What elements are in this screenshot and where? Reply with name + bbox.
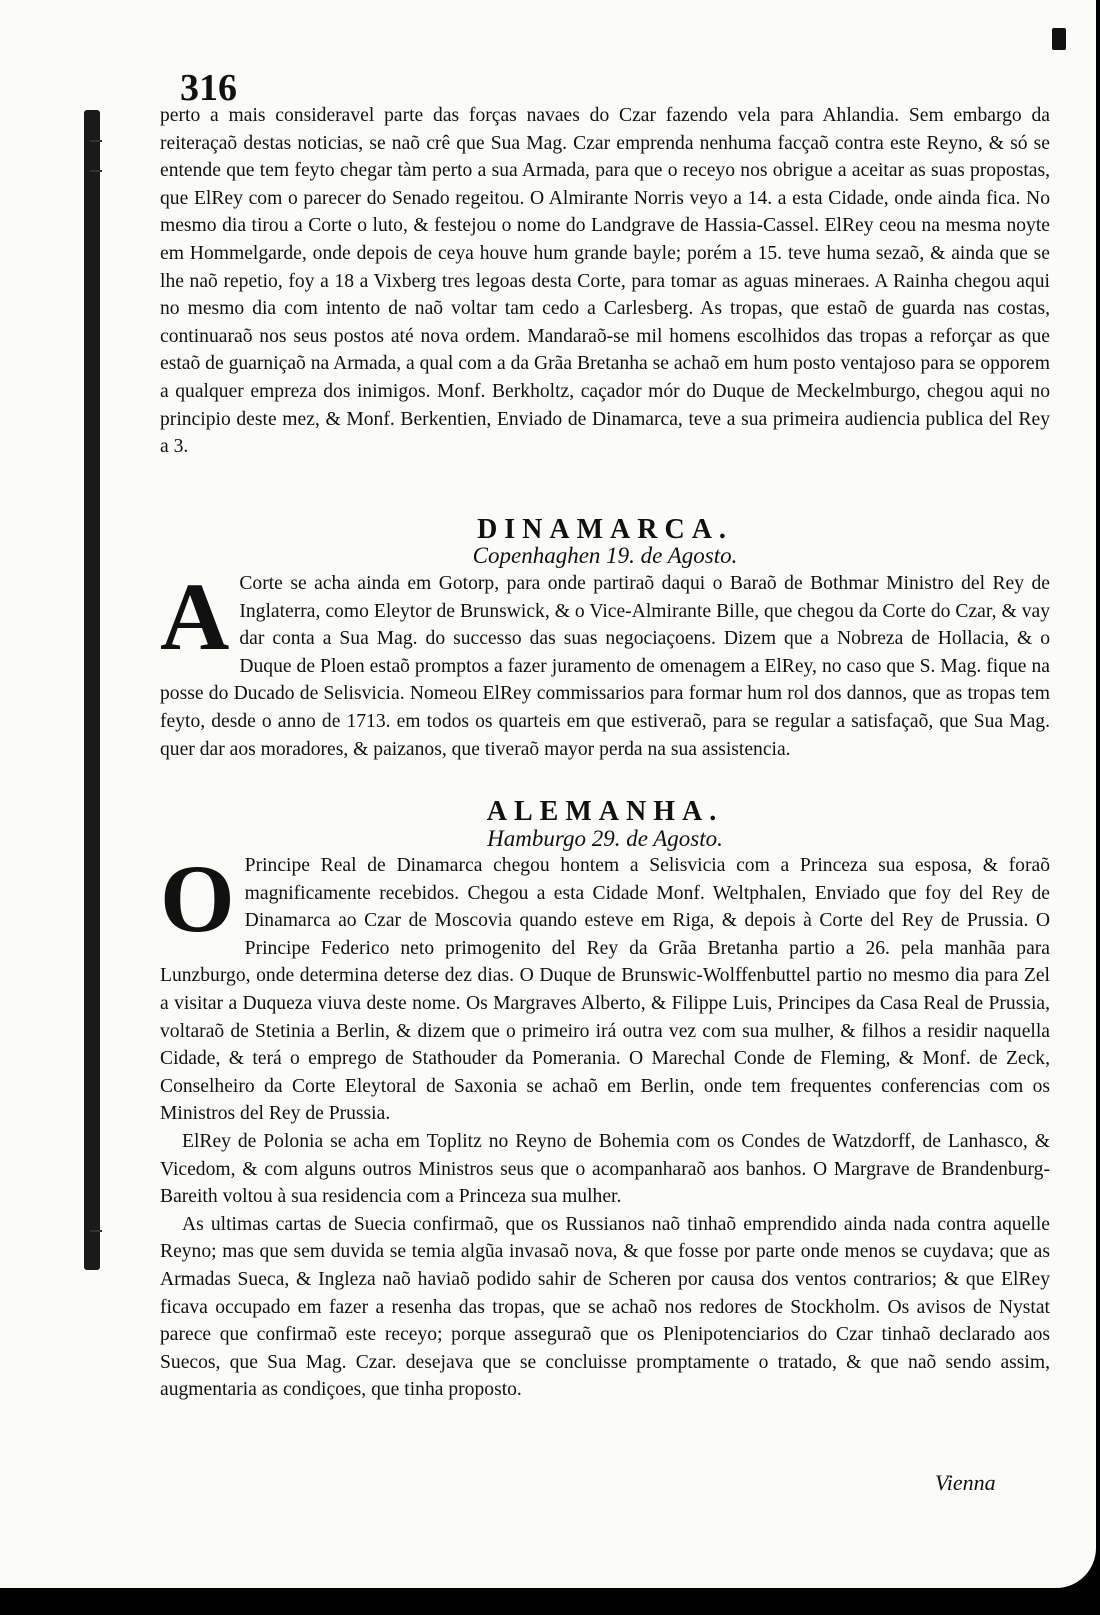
dateline-alemanha: Hamburgo 29. de Agosto.	[487, 826, 723, 851]
dinamarca-text	[160, 563, 1050, 794]
alemanha-paragraph-text: Principe Real de Dinamarca chegou hontem a Selisvicia com a Princeza sua esposa, & foraõ magnificamente recebidos. Chegou a esta Cidade Monf. Weltphalen, Enviado que foy del Rey de Dinamarca ao Czar de Moscovia quando esteve em Riga, & depois à Corte del Rey de Prussia. O Principe Federico neto primogenito del Rey da Grãa Bretanha partio a 26. pela manhãa para Lunzburgo, onde determina deterse dez dias. O Duque de Brunswic-Wolffenbuttel partio no mesmo dia para Zel a visitar a Duqueza viuva deste nome. Os Margraves Alberto, & Filippe Luis, Principes da Casa Real de Prussia, voltaraõ de Stetinia a Berlin, & dizem que o primeiro irá outra vez com sua mulher, & filhos a residir naquella Cidade, & terá o emprego de Stathouder da Pomerania. O Marechal Conde de Fleming, & Monf. de Zeck, Conselheiro da Corte Eleytoral de Saxonia se achaõ em Berlin, onde tem frequentes conferencias com os Ministros del Rey de Prussia.	[160, 855, 1050, 1125]
dateline-dinamarca: Copenhaghen 19. de Agosto.	[472, 543, 738, 568]
spine-mark	[90, 140, 102, 142]
alemanha-paragraph	[160, 845, 1050, 1128]
spine-mark	[90, 1230, 102, 1232]
alemanha-text	[160, 845, 1050, 1452]
drop-capital: O	[160, 845, 235, 952]
binding-spine	[84, 110, 100, 1270]
page-number: 316	[180, 67, 237, 109]
catchword: Vienna	[935, 1470, 996, 1495]
corner-mark	[1052, 28, 1066, 50]
spine-mark	[90, 170, 102, 172]
drop-capital: A	[160, 563, 230, 670]
alemanha-paragraph: As ultimas cartas de Suecia confirmaõ, que os Russianos naõ tinhaõ emprendido ainda nada contra aquelle Reyno; mas que sem duvida se temia algũa invasaõ nova, & que fosse por parte onde menos se cuydava; que as Armadas Sueca, & Ingleza naõ haviaõ podido sahir de Scheren por causa dos ventos contrarios; & que ElRey ficava occupado em fazer a resenha das tropas, que se achaõ nos redores de Stockholm. Os avisos de Nystat parece que confirmaõ este receyo; porque asseguraõ que os Plenipotenciarios do Czar tinhaõ declarado aos Suecos, que Sua Mag. Czar. desejava que se concluisse promptamente o tratado, & que naõ sendo assim, augmentaria as condiçoes, que tinha proposto.	[160, 1213, 1050, 1401]
section-heading-dinamarca: DINAMARCA.	[477, 514, 733, 545]
intro-text	[160, 102, 1050, 502]
dinamarca-paragraph: Corte se acha ainda em Gotorp, para onde partiraõ daqui o Baraõ de Bothmar Ministro del Rey de Inglaterra, como Eleytor de Brunswick, & o Vice-Almirante Bille, que chegou da Corte do Czar, & vay dar conta a Sua Mag. do successo das suas negociaçoens. Dizem que a Nobreza de Hollacia, & o Duque de Ploen estaõ promptos a fazer juramento de omenagem a ElRey, no caso que S. Mag. fique na posse do Ducado de Selisvicia. Nomeou ElRey commissarios para formar hum rol dos dannos, que as tropas tem feyto, desde o anno de 1713. em todos os quarteis em que estiveraõ, para se regular a satisfaçaõ, que Sua Mag. quer dar aos moradores, & paizanos, que tiveraõ mayor perda na sua assistencia.	[160, 573, 1050, 760]
intro-paragraph: perto a mais consideravel parte das forças navaes do Czar fazendo vela para Ahlandia. Sem embargo da reiteraçaõ destas noticias, se naõ crê que Sua Mag. Czar emprenda nenhuma facçaõ contra este Reyno, & só se entende que tem feyto chegar tàm perto a sua Armada, para que o receyo nos obrigue a aceitar as suas propostas, que ElRey com o parecer do Senado regeitou. O Almirante Norris veyo a 14. a esta Cidade, onde ainda fica. No mesmo dia tirou a Corte o luto, & festejou o nome do Landgrave de Hassia-Cassel. ElRey ceou na mesma noyte em Hommelgarde, onde depois de ceya houve hum grande bayle; porém a 15. teve huma sezaõ, & ainda que se lhe naõ repetio, foy a 18 a Vixberg tres legoas desta Corte, para tomar as aguas mineraes. A Rainha chegou aqui no mesmo dia com intento de naõ voltar tam cedo a Carlesberg. As tropas, que estaõ de guarda nas costas, continuaraõ nos seus postos até nova ordem. Mandaraõ-se mil homens escolhidos das tropas a reforçar as que estaõ de guarniçaõ na Armada, a qual com a da Grãa Bretanha se achaõ em hum posto ventajoso para se opporem a qualquer empreza dos inimigos. Monf. Berkholtz, caçador mór do Duque de Meckelmburgo, chegou aqui no principio deste mez, & Monf. Berkentien, Enviado de Dinamarca, teve a sua primeira audiencia publica del Rey a 3.	[160, 105, 1050, 458]
section-heading-alemanha: ALEMANHA.	[486, 796, 724, 827]
alemanha-paragraph: ElRey de Polonia se acha em Toplitz no Reyno de Bohemia com os Condes de Watzdorff, de Lanhasco, & Vicedom, & com alguns outros Ministros seus que o acompanharaõ aos banhos. O Margrave de Brandenburg-Bareith voltou à sua residencia com a Princeza sua mulher.	[160, 1130, 1050, 1208]
